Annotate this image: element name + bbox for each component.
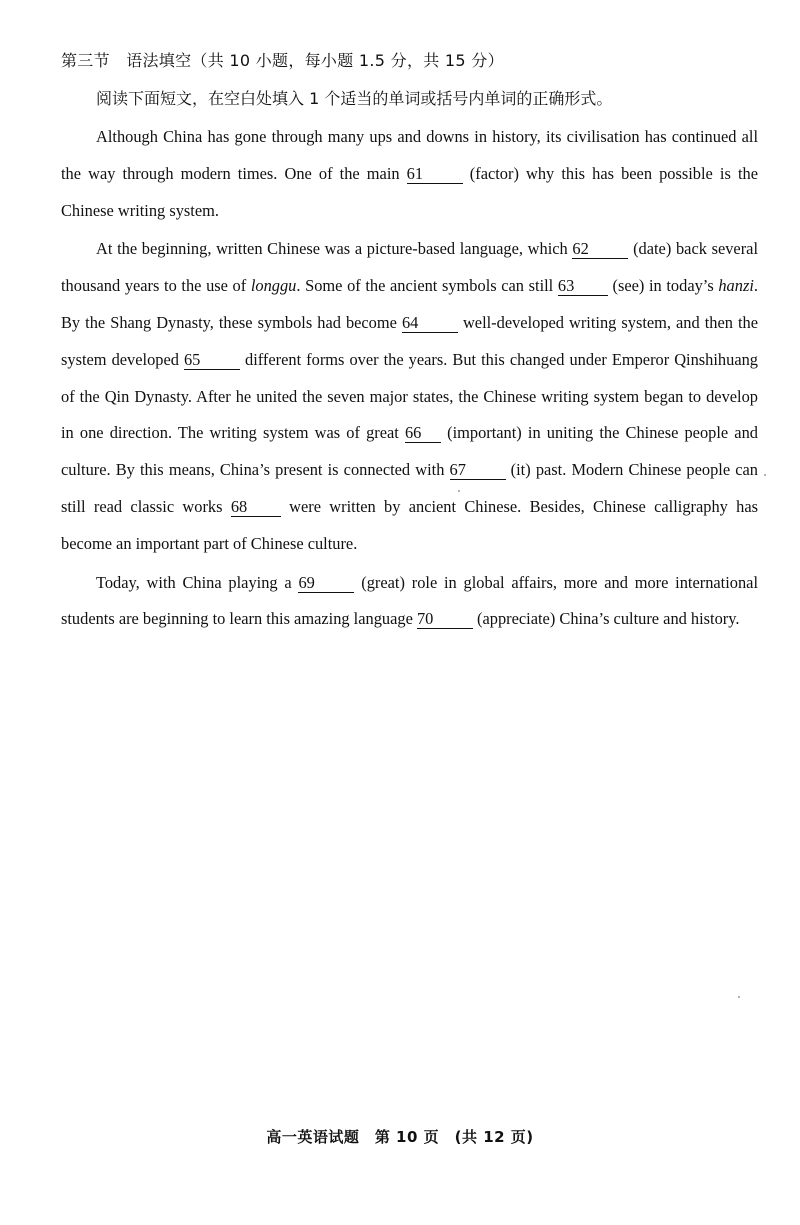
- paragraph-3: [61, 565, 758, 639]
- blank-68: 68: [231, 498, 281, 517]
- blank-62: 62: [572, 240, 628, 259]
- paragraph-2: [61, 231, 758, 562]
- blank-69: 69: [298, 574, 354, 593]
- passage: [61, 119, 758, 640]
- blank-61: 61: [407, 165, 463, 184]
- passage-text: (date) back several thousand years to the use of: [61, 239, 758, 296]
- passage-text: Although China has gone through many ups and downs in history, its civilisation has continued all the way through modern times. One of the main: [61, 127, 758, 183]
- italic-term: hanzi: [718, 276, 754, 296]
- blank-64: 64: [402, 314, 458, 333]
- blank-66: 66: [405, 424, 441, 443]
- passage-text: (it) past. Modern Chinese people can still read classic works: [61, 460, 758, 516]
- passage-text: (great) role in global affairs, more and more international students are beginning to learn this amazing language: [61, 572, 759, 629]
- scan-speck: [764, 474, 766, 476]
- section-title: 第三节 语法填空（共 10 小题，每小题 1.5 分，共 15 分）: [61, 51, 504, 70]
- passage-text: different forms over the years. But this changed under Emperor Qinshihuang of the Qin Dynasty. After he united the seven major states, the Chinese writing system began to develop in one direction. The writing system was of great: [61, 349, 758, 443]
- passage-text: (important) in uniting the Chinese people and culture. By this means, China’s present is connected with: [61, 423, 758, 480]
- passage-text: well-developed writing system, and then the system developed: [61, 312, 758, 369]
- passage-text: . By the Shang Dynasty, these symbols had become: [61, 276, 758, 332]
- blank-65: 65: [184, 351, 240, 370]
- blank-63: 63: [558, 277, 608, 296]
- italic-term: longgu: [250, 276, 297, 296]
- blank-70: 70: [417, 610, 473, 629]
- passage-text: were written by ancient Chinese. Besides, Chinese calligraphy has become an important part of Chinese culture.: [61, 496, 758, 553]
- passage-text: Today, with China playing a: [96, 572, 299, 592]
- scan-speck: [458, 490, 460, 492]
- passage-text: . Some of the ancient symbols can still: [296, 276, 558, 296]
- passage-text: At the beginning, written Chinese was a picture-based language, which: [96, 239, 573, 259]
- instruction-text: 阅读下面短文，在空白处填入 1 个适当的单词或括号内单词的正确形式。: [96, 89, 613, 108]
- page-footer: 高一英语试题 第 10 页 (共 12 页): [266, 1128, 534, 1146]
- passage-text: (see) in today’s: [607, 276, 719, 296]
- scan-speck: [738, 996, 740, 998]
- passage-text: (factor) why this has been possible is the Chinese writing system.: [61, 163, 758, 220]
- blank-67: 67: [450, 461, 506, 480]
- passage-text: (appreciate) China’s culture and history.: [472, 609, 740, 629]
- paragraph-1: [61, 119, 758, 229]
